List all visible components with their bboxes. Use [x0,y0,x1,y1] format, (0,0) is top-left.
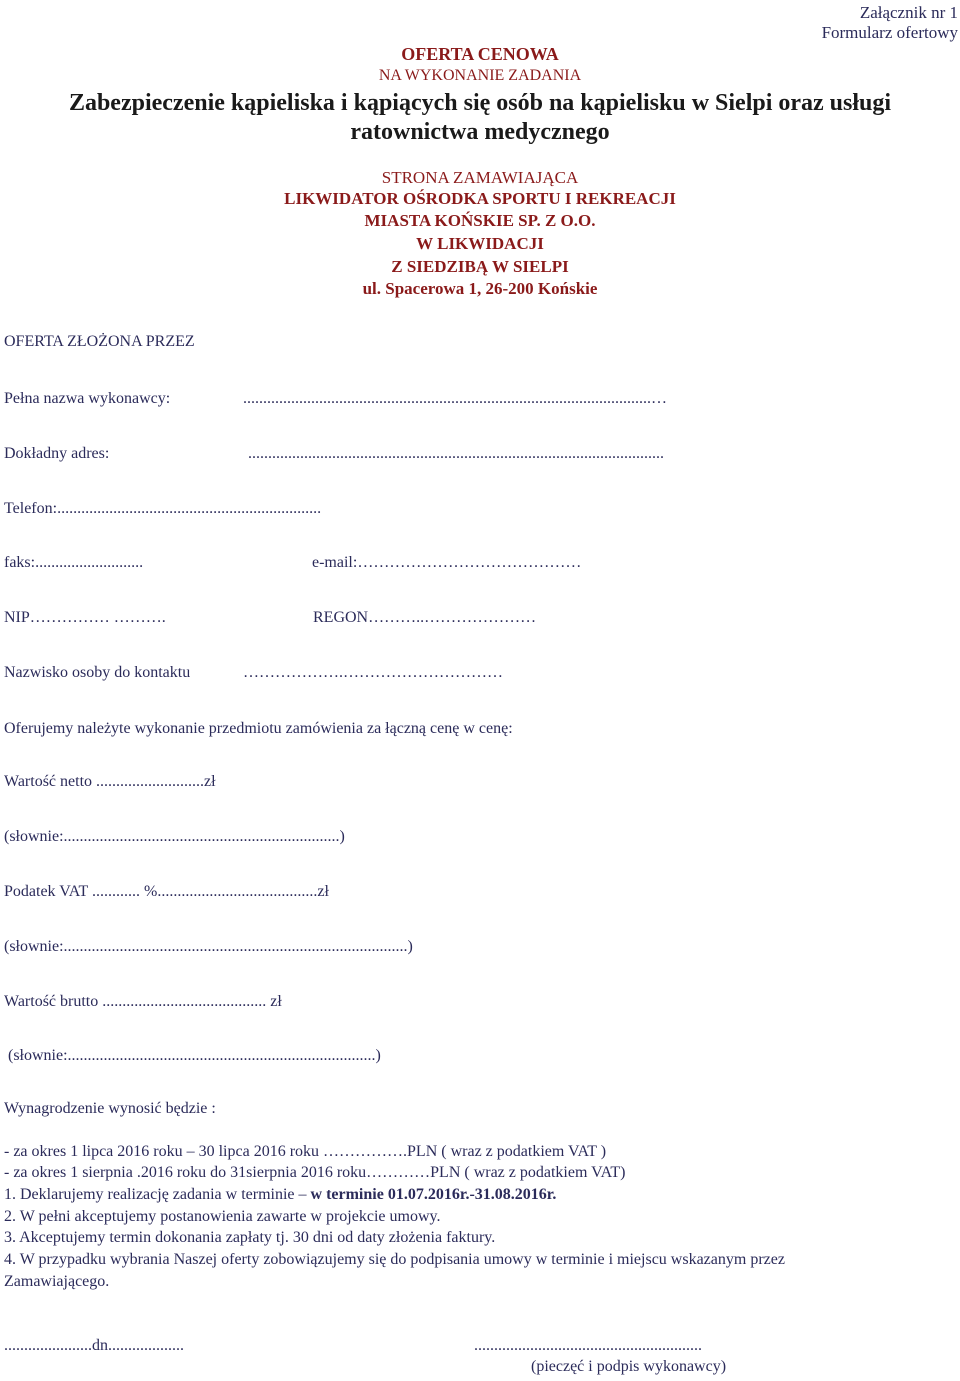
orderer-line2: MIASTA KOŃSKIE SP. Z O.O. [364,211,596,230]
vat-words-field[interactable]: (słownie:......................................................................................) [4,938,413,955]
contractor-name-field[interactable]: ......................................................................................................… [243,390,667,407]
task-title-line2: ratownictwa medycznego [350,119,610,145]
net-value-field[interactable]: Wartość netto ...........................zł [4,773,216,790]
contact-person-field[interactable]: ……………….………………………… [243,664,503,681]
orderer-line4: Z SIEDZIBĄ W SIELPI [391,257,569,276]
orderer-label: STRONA ZAMAWIAJĄCA [381,168,579,187]
signature-label: (pieczęć i podpis wykonawcy) [531,1358,727,1375]
remuneration-period-august: - za okres 1 sierpnia .2016 roku do 31sierpnia 2016 roku…………PLN ( wraz z podatkiem VAT) [4,1164,626,1181]
annex-form-label: Formularz ofertowy [821,23,958,42]
nip-field[interactable]: NIP…………… ………. [4,609,166,626]
offer-subtitle: NA WYKONANIE ZADANIA [378,67,582,84]
gross-value-field[interactable]: Wartość brutto ......................................... zł [4,993,282,1010]
net-value-words-field[interactable]: (słownie:.....................................................................) [4,828,345,845]
remuneration-period-july: - za okres 1 lipca 2016 roku – 30 lipca 2016 roku …………….PLN ( wraz z podatkiem VAT ) [4,1143,607,1160]
vat-field[interactable]: Podatek VAT ............ %........................................zł [4,883,329,900]
signature-field[interactable]: ......................................................... [474,1337,702,1354]
email-field[interactable]: e-mail:…………………………………… [312,554,582,571]
remuneration-label: Wynagrodzenie wynosić będzie : [4,1100,216,1117]
contact-person-label: Nazwisko osoby do kontaktu [4,664,191,681]
task-title-line1: Zabezpieczenie kąpieliska i kąpiących się osób na kąpielisku w Sielpi oraz usługi [68,90,892,116]
regon-field[interactable]: REGON………..………………… [313,609,537,626]
declaration-3: 3. Akceptujemy termin dokonania zapłaty tj. 30 dni od daty złożenia faktury. [4,1229,496,1246]
pricing-intro: Oferujemy należyte wykonanie przedmiotu zamówienia za łączną cenę w cenę: [4,720,513,737]
declaration-1 [4,1186,556,1204]
declaration-4-line1: 4. W przypadku wybrania Naszej oferty zobowiązujemy się do podpisania umowy w terminie i miejscu wskazanym przez [4,1251,785,1268]
declaration-4-line2: Zamawiającego. [4,1273,110,1290]
gross-value-words-field[interactable]: (słownie:.............................................................................) [8,1047,381,1064]
date-place-field[interactable]: ......................dn................... [4,1337,184,1354]
contractor-address-field[interactable]: ........................................................................................................ [248,445,664,462]
contractor-name-label: Pełna nazwa wykonawcy: [4,390,171,407]
orderer-address: ul. Spacerowa 1, 26-200 Końskie [362,279,598,298]
contractor-section-title: OFERTA ZŁOŻONA PRZEZ [4,333,195,350]
declaration-2: 2. W pełni akceptujemy postanowienia zawarte w projekcie umowy. [4,1208,441,1225]
orderer-line3: W LIKWIDACJI [416,234,544,253]
fax-field[interactable]: faks:........................... [4,554,144,571]
offer-title: OFERTA CENOWA [401,44,559,64]
declaration-1-term: w terminie 01.07.2016r.-31.08.2016r. [310,1186,557,1203]
orderer-line1: LIKWIDATOR OŚRODKA SPORTU I REKREACJI [284,189,676,208]
contractor-address-label: Dokładny adres: [4,445,110,462]
annex-number: Załącznik nr 1 [859,3,958,22]
declaration-1-text: 1. Deklarujemy realizację zadania w terminie – [4,1186,311,1203]
phone-field[interactable]: Telefon:.................................................................. [4,500,322,517]
